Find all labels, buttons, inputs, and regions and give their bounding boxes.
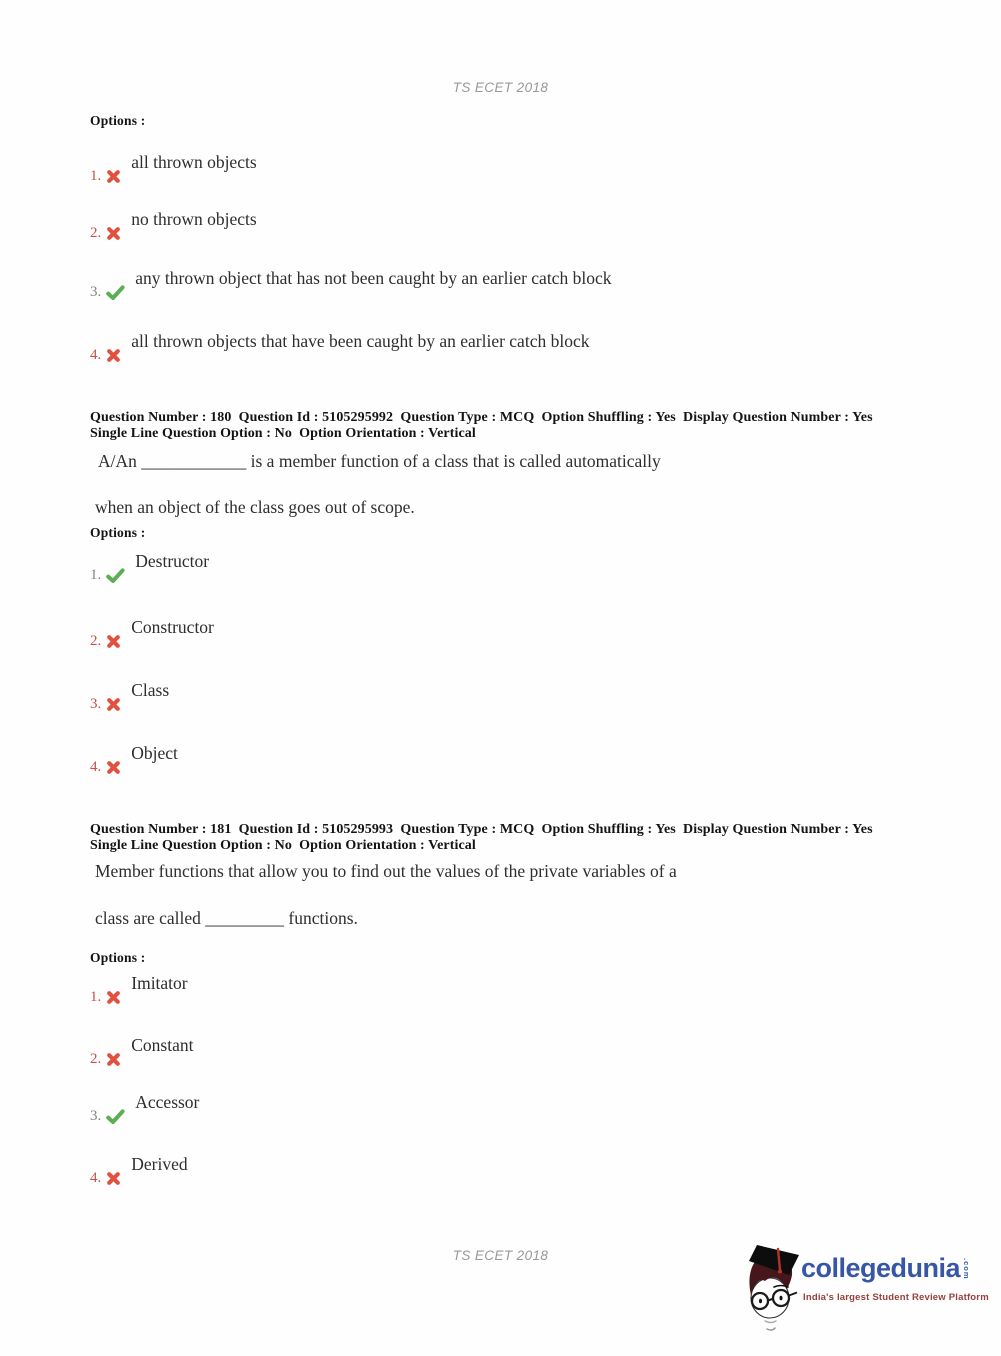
option-number: 4. bbox=[90, 347, 102, 363]
option-row bbox=[90, 1035, 194, 1068]
options-label: Options : bbox=[90, 950, 146, 965]
wrong-icon bbox=[106, 1052, 121, 1067]
option-row bbox=[90, 743, 178, 776]
question-meta-line: Single Line Question Option : No Option Orientation : Vertical bbox=[90, 838, 476, 853]
option-row bbox=[90, 680, 170, 713]
option-text: any thrown object that has not been caught by an earlier catch block bbox=[135, 268, 612, 288]
question-text-line: Member functions that allow you to find out the values of the private variables of a bbox=[95, 861, 677, 881]
wrong-icon bbox=[106, 697, 121, 712]
option-row bbox=[90, 331, 590, 364]
option-row bbox=[90, 617, 214, 650]
option-number: 2. bbox=[90, 225, 102, 241]
page-header-title: TS ECET 2018 bbox=[452, 80, 549, 95]
collegedunia-logo bbox=[745, 1243, 997, 1338]
option-row bbox=[90, 152, 257, 185]
page-footer-title: TS ECET 2018 bbox=[452, 1248, 549, 1263]
option-number: 4. bbox=[90, 759, 102, 775]
option-text: Destructor bbox=[135, 551, 210, 571]
option-text: no thrown objects bbox=[131, 209, 257, 229]
option-text: Class bbox=[131, 680, 170, 700]
wrong-icon bbox=[106, 760, 121, 775]
option-number: 3. bbox=[90, 696, 102, 712]
option-row bbox=[90, 209, 257, 242]
option-row bbox=[90, 1154, 188, 1187]
option-number: 2. bbox=[90, 1051, 102, 1067]
option-row bbox=[90, 973, 188, 1006]
wrong-icon bbox=[106, 226, 121, 241]
mascot-icon bbox=[745, 1243, 803, 1336]
option-text: Constant bbox=[131, 1035, 194, 1055]
option-number: 3. bbox=[90, 1108, 102, 1124]
wrong-icon bbox=[106, 990, 121, 1005]
question-meta-line: Question Number : 180 Question Id : 5105295992 Question Type : MCQ Option Shuffling : Yes Display Question Number : Yes bbox=[90, 410, 873, 425]
wrong-icon bbox=[106, 1171, 121, 1186]
option-row bbox=[90, 268, 612, 301]
wrong-icon bbox=[106, 634, 121, 649]
wrong-icon bbox=[106, 169, 121, 184]
correct-icon bbox=[106, 285, 125, 300]
option-number: 2. bbox=[90, 633, 102, 649]
option-row bbox=[90, 551, 210, 584]
question-text-line: when an object of the class goes out of scope. bbox=[95, 497, 415, 517]
option-text: Imitator bbox=[131, 973, 188, 993]
options-label: Options : bbox=[90, 525, 146, 540]
question-meta-line: Question Number : 181 Question Id : 5105295993 Question Type : MCQ Option Shuffling : Yes Display Question Number : Yes bbox=[90, 822, 873, 837]
question-text-line: A/An ____________ is a member function of a class that is called automatically bbox=[98, 451, 661, 471]
option-number: 1. bbox=[90, 567, 102, 583]
brand-tagline: India's largest Student Review Platform bbox=[803, 1292, 989, 1303]
brand-name: collegedunia bbox=[801, 1253, 961, 1283]
option-text: Accessor bbox=[135, 1092, 200, 1112]
correct-icon bbox=[106, 568, 125, 583]
option-row bbox=[90, 1092, 200, 1125]
options-label: Options : bbox=[90, 113, 146, 128]
option-number: 1. bbox=[90, 989, 102, 1005]
option-number: 1. bbox=[90, 168, 102, 184]
option-text: Object bbox=[131, 743, 178, 763]
option-number: 4. bbox=[90, 1170, 102, 1186]
option-number: 3. bbox=[90, 284, 102, 300]
option-text: all thrown objects that have been caught by an earlier catch block bbox=[131, 331, 590, 351]
question-text-line: class are called _________ functions. bbox=[95, 908, 358, 928]
brand-tld: .com bbox=[962, 1258, 971, 1280]
option-text: Derived bbox=[131, 1154, 188, 1174]
option-text: all thrown objects bbox=[131, 152, 257, 172]
question-meta-line: Single Line Question Option : No Option Orientation : Vertical bbox=[90, 426, 476, 441]
option-text: Constructor bbox=[131, 617, 214, 637]
wrong-icon bbox=[106, 348, 121, 363]
correct-icon bbox=[106, 1109, 125, 1124]
